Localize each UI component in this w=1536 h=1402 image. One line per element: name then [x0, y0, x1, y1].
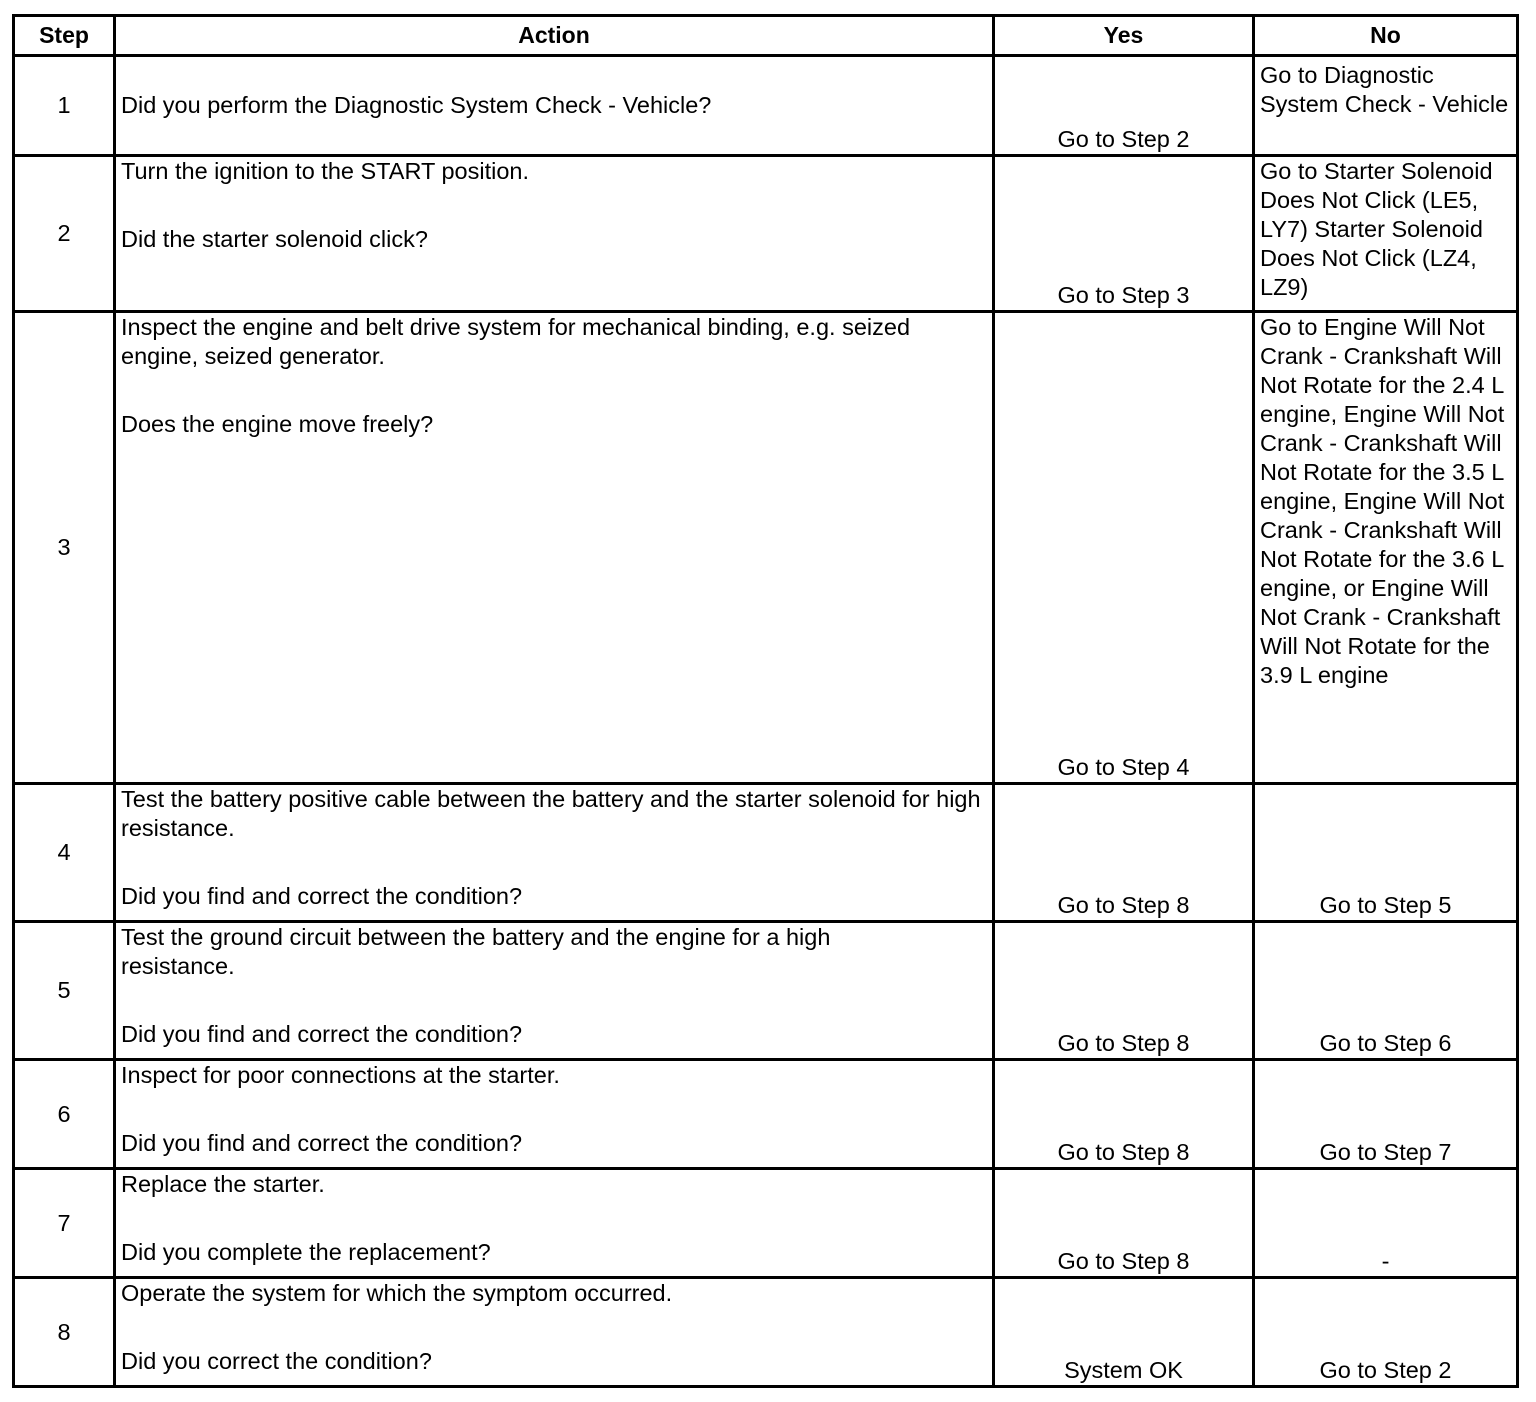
header-row — [14, 16, 1518, 56]
step-number: 3 — [14, 312, 115, 784]
action-question: Did you correct the condition? — [121, 1348, 432, 1374]
yes-cell: Go to Step 8 — [994, 784, 1254, 922]
table-row — [14, 1060, 1518, 1169]
step-number: 7 — [14, 1169, 115, 1278]
yes-cell: Go to Step 8 — [994, 1060, 1254, 1169]
action-cell — [115, 1169, 994, 1278]
no-cell: Go to Step 2 — [1254, 1278, 1518, 1387]
table-row — [14, 1169, 1518, 1278]
header-action: Action — [115, 16, 994, 56]
table-row — [14, 784, 1518, 922]
action-question: Did you find and correct the condition? — [121, 1021, 523, 1047]
yes-cell: Go to Step 2 — [994, 56, 1254, 156]
action-text: Inspect the engine and belt drive system for mechanical binding, e.g. seized engine, seized generator. — [121, 314, 911, 369]
step-number: 1 — [14, 56, 115, 156]
action-text: Operate the system for which the symptom occurred. — [121, 1280, 673, 1306]
action-question: Does the engine move freely? — [121, 411, 434, 437]
diagnostic-table — [12, 14, 1519, 1388]
action-cell — [115, 784, 994, 922]
no-cell: Go to Engine Will Not Crank - Crankshaft Will Not Rotate for the 2.4 L engine, Engine Will Not Crank - Crankshaft Will Not Rotate for the 3.5 L engine, Engine Will Not Crank - Crankshaft Will Not Rotate for the 3.6 L engine, or Engine Will Not Crank - Crankshaft Will Not Rotate for the 3.9 L engine — [1254, 312, 1518, 784]
action-question: Did the starter solenoid click? — [121, 226, 428, 252]
header-yes: Yes — [994, 16, 1254, 56]
action-cell — [115, 1278, 994, 1387]
step-number: 2 — [14, 156, 115, 312]
action-cell — [115, 1060, 994, 1169]
action-text: Test the battery positive cable between the battery and the starter solenoid for high resistance. — [121, 786, 981, 841]
no-cell: Go to Diagnostic System Check - Vehicle — [1254, 56, 1518, 156]
step-number: 5 — [14, 922, 115, 1060]
table-row — [14, 312, 1518, 784]
no-cell: Go to Starter Solenoid Does Not Click (LE5, LY7) Starter Solenoid Does Not Click (LZ4, LZ9) — [1254, 156, 1518, 312]
action-text: Test the ground circuit between the battery and the engine for a high resistance. — [121, 924, 831, 979]
action-text: Turn the ignition to the START position. — [121, 158, 529, 184]
yes-cell: Go to Step 8 — [994, 922, 1254, 1060]
action-cell — [115, 922, 994, 1060]
action-text: Did you perform the Diagnostic System Check - Vehicle? — [121, 92, 712, 118]
action-question: Did you complete the replacement? — [121, 1239, 491, 1265]
step-number: 6 — [14, 1060, 115, 1169]
table-row — [14, 1278, 1518, 1387]
action-text: Inspect for poor connections at the starter. — [121, 1062, 560, 1088]
action-cell — [115, 56, 994, 156]
table-row — [14, 156, 1518, 312]
action-cell — [115, 156, 994, 312]
action-question: Did you find and correct the condition? — [121, 1130, 523, 1156]
header-step: Step — [14, 16, 115, 56]
table-row — [14, 922, 1518, 1060]
step-number: 8 — [14, 1278, 115, 1387]
no-cell: Go to Step 6 — [1254, 922, 1518, 1060]
step-number: 4 — [14, 784, 115, 922]
yes-cell: Go to Step 4 — [994, 312, 1254, 784]
no-cell: Go to Step 7 — [1254, 1060, 1518, 1169]
header-no: No — [1254, 16, 1518, 56]
yes-cell: Go to Step 8 — [994, 1169, 1254, 1278]
action-cell — [115, 312, 994, 784]
no-cell: - — [1254, 1169, 1518, 1278]
action-question: Did you find and correct the condition? — [121, 883, 523, 909]
yes-cell: Go to Step 3 — [994, 156, 1254, 312]
table-row — [14, 56, 1518, 156]
action-text: Replace the starter. — [121, 1171, 325, 1197]
no-cell: Go to Step 5 — [1254, 784, 1518, 922]
yes-cell: System OK — [994, 1278, 1254, 1387]
